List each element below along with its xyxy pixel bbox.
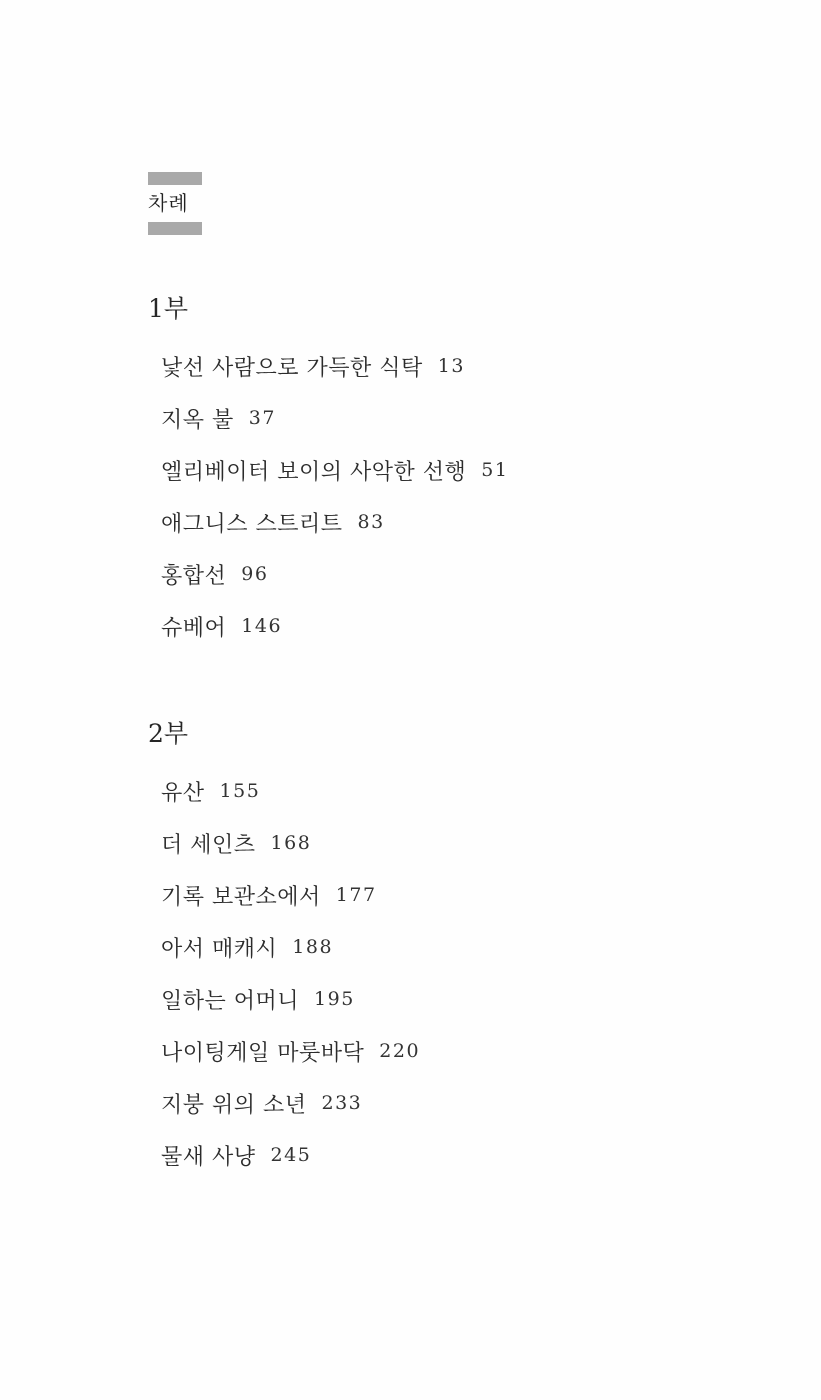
toc-entry [148,444,508,496]
entry-page-number: 96 [241,563,269,585]
toc-section-part1 [148,293,508,652]
entry-page-number: 188 [292,936,334,958]
toc-entry [148,496,508,548]
entry-page-number: 220 [379,1040,421,1062]
entry-title: 기록 보관소에서 [161,884,321,910]
section-heading-part2: 2부 [148,719,189,748]
toc-title: 차례 [148,191,189,215]
entry-title: 애그니스 스트리트 [161,511,343,537]
entry-title: 유산 [161,780,205,806]
entry-list-part2 [148,765,420,1181]
entry-page-number: 245 [270,1144,312,1166]
top-rule-bar [148,172,202,185]
entry-title: 나이팅게일 마룻바닥 [161,1040,365,1066]
toc-entry [148,921,420,973]
entry-title: 엘리베이터 보이의 사악한 선행 [161,459,467,485]
entry-title: 지옥 불 [161,407,234,433]
entry-title: 홍합선 [161,563,227,589]
toc-entry [148,392,508,444]
toc-entry [148,1077,420,1129]
entry-page-number: 233 [321,1092,363,1114]
entry-title: 낯선 사람으로 가득한 식탁 [161,355,423,381]
entry-page-number: 37 [248,407,276,429]
entry-title: 더 세인츠 [161,832,256,858]
entry-title: 아서 매캐시 [161,936,278,962]
entry-title: 슈베어 [161,615,227,641]
toc-section-part2 [148,718,420,1181]
entry-title: 지붕 위의 소년 [161,1092,307,1118]
entry-title: 물새 사냥 [161,1144,256,1170]
toc-entry [148,600,508,652]
section-heading-part1: 1부 [148,294,189,323]
entry-title: 일하는 어머니 [161,988,300,1014]
entry-list-part1 [148,340,508,652]
toc-entry [148,869,420,921]
entry-page-number: 83 [357,511,385,533]
entry-page-number: 146 [241,615,283,637]
toc-entry [148,973,420,1025]
toc-entry [148,1129,420,1181]
toc-entry [148,340,508,392]
entry-page-number: 13 [437,355,465,377]
bottom-rule-bar [148,222,202,235]
toc-header [148,172,202,235]
toc-entry [148,817,420,869]
toc-entry [148,1025,420,1077]
entry-page-number: 51 [481,459,509,481]
toc-entry [148,548,508,600]
toc-entry [148,765,420,817]
entry-page-number: 177 [335,884,377,906]
entry-page-number: 195 [314,988,355,1010]
entry-page-number: 168 [270,832,312,854]
entry-page-number: 155 [219,780,261,802]
